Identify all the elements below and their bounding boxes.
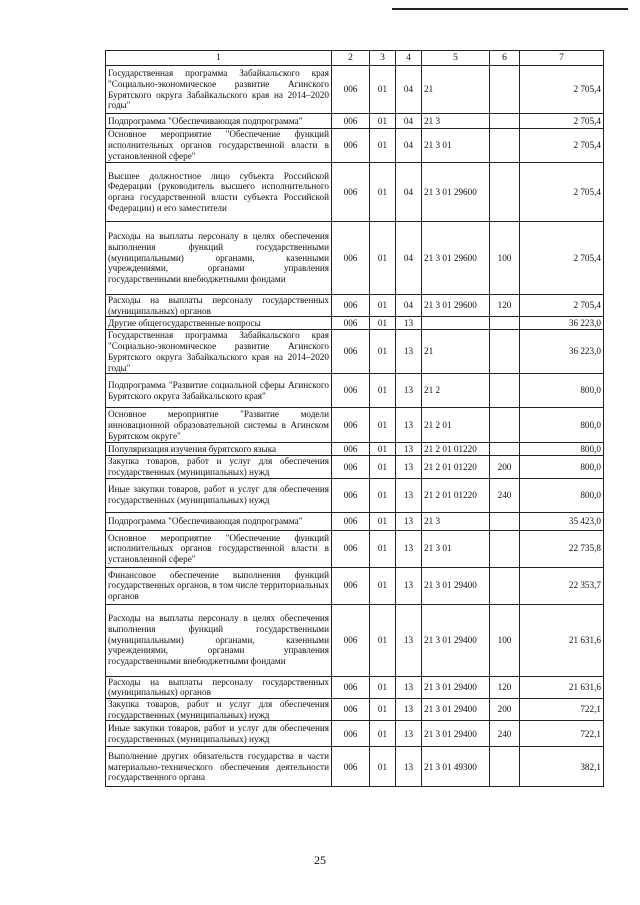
row-name: Основное мероприятие "Обеспечение функций исполнительных органов государственной власти в установленной сфере" (106, 530, 332, 567)
row-target-code: 21 3 01 (422, 129, 490, 163)
row-target-code: 21 2 01 01220 (422, 478, 490, 512)
row-admin-code: 006 (332, 604, 370, 676)
row-subsection: 04 (396, 222, 422, 295)
row-name: Подпрограмма "Развитие социальной сферы Агинского Бурятского округа Забайкальского края" (106, 374, 332, 408)
row-name: Закупка товаров, работ и услуг для обеспечения государственных (муниципальных) нужд (106, 699, 332, 721)
row-section: 01 (370, 114, 396, 129)
table-header-row (106, 51, 604, 66)
row-admin-code: 006 (332, 129, 370, 163)
table-row (106, 747, 604, 787)
row-target-code (422, 317, 490, 330)
row-expense-type (490, 530, 520, 567)
row-expense-type: 200 (490, 456, 520, 478)
column-header: 1 (106, 51, 332, 66)
row-subsection: 13 (396, 512, 422, 530)
row-target-code: 21 (422, 330, 490, 374)
row-admin-code: 006 (332, 66, 370, 114)
row-amount: 722,1 (520, 699, 604, 721)
table-row (106, 408, 604, 443)
row-expense-type (490, 129, 520, 163)
row-target-code: 21 3 (422, 114, 490, 129)
row-target-code: 21 3 01 29400 (422, 604, 490, 676)
column-header: 5 (422, 51, 490, 66)
row-expense-type: 120 (490, 676, 520, 698)
row-target-code: 21 (422, 66, 490, 114)
row-subsection: 13 (396, 699, 422, 721)
row-name: Государственная программа Забайкальского края "Социально-экономическое развитие Агинского Бурятского округа Забайкальского края на 2014–2020 годы" (106, 66, 332, 114)
top-rule (392, 8, 628, 10)
table-row (106, 456, 604, 478)
row-target-code: 21 3 01 29600 (422, 295, 490, 317)
table-row (106, 129, 604, 163)
row-section: 01 (370, 222, 396, 295)
row-expense-type: 100 (490, 222, 520, 295)
table-row (106, 163, 604, 222)
row-name: Иные закупки товаров, работ и услуг для обеспечения государственных (муниципальных) нужд (106, 721, 332, 747)
table-row (106, 443, 604, 456)
row-expense-type (490, 408, 520, 443)
row-subsection: 04 (396, 114, 422, 129)
row-expense-type (490, 747, 520, 787)
table-row (106, 721, 604, 747)
row-amount: 722,1 (520, 721, 604, 747)
row-subsection: 13 (396, 374, 422, 408)
table-row (106, 222, 604, 295)
row-name: Основное мероприятие "Развитие модели инновационной образовательной системы в Агинском Бурятском округе" (106, 408, 332, 443)
row-expense-type: 240 (490, 478, 520, 512)
row-section: 01 (370, 66, 396, 114)
row-name: Высшее должностное лицо субъекта Российской Федерации (руководитель высшего исполнительного органа государственной власти субъекта Российской Федерации) и его заместители (106, 163, 332, 222)
row-name: Закупка товаров, работ и услуг для обеспечения государственных (муниципальных) нужд (106, 456, 332, 478)
row-target-code: 21 2 01 01220 (422, 456, 490, 478)
row-amount: 2 705,4 (520, 129, 604, 163)
row-amount: 22 353,7 (520, 567, 604, 604)
row-amount: 22 735,8 (520, 530, 604, 567)
row-expense-type (490, 374, 520, 408)
column-header: 2 (332, 51, 370, 66)
row-name: Основное мероприятие "Обеспечение функций исполнительных органов государственной власти в установленной сфере" (106, 129, 332, 163)
budget-table (105, 50, 604, 787)
row-admin-code: 006 (332, 317, 370, 330)
row-subsection: 04 (396, 163, 422, 222)
row-subsection: 13 (396, 317, 422, 330)
row-name: Финансовое обеспечение выполнения функций государственных органов, в том числе территориальных органов (106, 567, 332, 604)
row-subsection: 04 (396, 295, 422, 317)
row-name: Подпрограмма "Обеспечивающая подпрограмма" (106, 114, 332, 129)
row-section: 01 (370, 721, 396, 747)
row-admin-code: 006 (332, 374, 370, 408)
row-expense-type (490, 114, 520, 129)
column-header: 4 (396, 51, 422, 66)
row-amount: 800,0 (520, 478, 604, 512)
table-row (106, 478, 604, 512)
row-expense-type (490, 567, 520, 604)
row-subsection: 13 (396, 567, 422, 604)
row-name: Выполнение других обязательств государства в части материально-технического обеспечения деятельности государственного органа (106, 747, 332, 787)
row-section: 01 (370, 443, 396, 456)
column-header: 6 (490, 51, 520, 66)
row-section: 01 (370, 567, 396, 604)
row-name: Государственная программа Забайкальского края "Социально-экономическое развитие Агинского Бурятского округа Забайкальского края на 2014–2020 годы" (106, 330, 332, 374)
row-target-code: 21 3 01 49300 (422, 747, 490, 787)
row-target-code: 21 2 01 01220 (422, 443, 490, 456)
row-amount: 35 423,0 (520, 512, 604, 530)
table-row (106, 530, 604, 567)
row-section: 01 (370, 676, 396, 698)
table-row (106, 699, 604, 721)
column-header: 7 (520, 51, 604, 66)
row-section: 01 (370, 129, 396, 163)
row-section: 01 (370, 374, 396, 408)
row-subsection: 04 (396, 129, 422, 163)
row-amount: 2 705,4 (520, 163, 604, 222)
row-expense-type (490, 330, 520, 374)
row-name: Популяризация изучения бурятского языка (106, 443, 332, 456)
row-admin-code: 006 (332, 478, 370, 512)
table-row (106, 512, 604, 530)
row-section: 01 (370, 747, 396, 787)
row-section: 01 (370, 408, 396, 443)
row-target-code: 21 2 (422, 374, 490, 408)
row-amount: 36 223,0 (520, 330, 604, 374)
row-target-code: 21 3 01 29400 (422, 567, 490, 604)
row-section: 01 (370, 478, 396, 512)
row-subsection: 13 (396, 478, 422, 512)
page-number: 25 (314, 853, 326, 867)
row-admin-code: 006 (332, 456, 370, 478)
row-target-code: 21 3 01 29600 (422, 222, 490, 295)
row-amount: 21 631,6 (520, 676, 604, 698)
row-subsection: 13 (396, 456, 422, 478)
row-expense-type (490, 443, 520, 456)
row-subsection: 13 (396, 443, 422, 456)
row-target-code: 21 3 01 29400 (422, 676, 490, 698)
column-header: 3 (370, 51, 396, 66)
row-admin-code: 006 (332, 721, 370, 747)
table-row (106, 295, 604, 317)
row-expense-type (490, 163, 520, 222)
table-row (106, 66, 604, 114)
row-target-code: 21 3 01 29400 (422, 721, 490, 747)
row-subsection: 13 (396, 330, 422, 374)
row-expense-type: 240 (490, 721, 520, 747)
row-section: 01 (370, 456, 396, 478)
row-admin-code: 006 (332, 163, 370, 222)
row-subsection: 13 (396, 604, 422, 676)
row-amount: 382,1 (520, 747, 604, 787)
row-admin-code: 006 (332, 512, 370, 530)
table-row (106, 567, 604, 604)
row-target-code: 21 3 (422, 512, 490, 530)
row-admin-code: 006 (332, 699, 370, 721)
row-section: 01 (370, 295, 396, 317)
row-amount: 800,0 (520, 374, 604, 408)
row-name: Другие общегосударственные вопросы (106, 317, 332, 330)
table-row (106, 374, 604, 408)
table-row (106, 330, 604, 374)
row-name: Расходы на выплаты персоналу государственных (муниципальных) органов (106, 676, 332, 698)
row-amount: 800,0 (520, 456, 604, 478)
row-target-code: 21 2 01 (422, 408, 490, 443)
row-amount: 21 631,6 (520, 604, 604, 676)
row-subsection: 13 (396, 676, 422, 698)
row-name: Расходы на выплаты персоналу государственных (муниципальных) органов (106, 295, 332, 317)
row-admin-code: 006 (332, 295, 370, 317)
row-subsection: 13 (396, 408, 422, 443)
row-admin-code: 006 (332, 676, 370, 698)
row-section: 01 (370, 163, 396, 222)
row-amount: 2 705,4 (520, 66, 604, 114)
row-admin-code: 006 (332, 330, 370, 374)
table-row (106, 604, 604, 676)
row-section: 01 (370, 330, 396, 374)
row-expense-type (490, 66, 520, 114)
row-target-code: 21 3 01 29400 (422, 699, 490, 721)
row-amount: 800,0 (520, 408, 604, 443)
row-amount: 2 705,4 (520, 114, 604, 129)
row-section: 01 (370, 699, 396, 721)
row-expense-type: 120 (490, 295, 520, 317)
row-amount: 800,0 (520, 443, 604, 456)
row-admin-code: 006 (332, 114, 370, 129)
row-amount: 2 705,4 (520, 295, 604, 317)
row-section: 01 (370, 512, 396, 530)
row-name: Иные закупки товаров, работ и услуг для обеспечения государственных (муниципальных) нужд (106, 478, 332, 512)
row-admin-code: 006 (332, 567, 370, 604)
row-expense-type: 200 (490, 699, 520, 721)
table-row (106, 317, 604, 330)
row-expense-type (490, 512, 520, 530)
row-admin-code: 006 (332, 443, 370, 456)
row-expense-type: 100 (490, 604, 520, 676)
row-subsection: 04 (396, 66, 422, 114)
row-subsection: 13 (396, 747, 422, 787)
row-subsection: 13 (396, 721, 422, 747)
row-amount: 2 705,4 (520, 222, 604, 295)
row-target-code: 21 3 01 29600 (422, 163, 490, 222)
row-section: 01 (370, 530, 396, 567)
row-amount: 36 223,0 (520, 317, 604, 330)
row-admin-code: 006 (332, 408, 370, 443)
row-admin-code: 006 (332, 747, 370, 787)
row-expense-type (490, 317, 520, 330)
row-name: Расходы на выплаты персоналу в целях обеспечения выполнения функций государственными (муниципальными) органами, казенными учреждениями, органами управления государственными внебюджетными фондами (106, 604, 332, 676)
row-name: Расходы на выплаты персоналу в целях обеспечения выполнения функций государственными (муниципальными) органами, казенными учреждениями, органами управления государственными внебюджетными фондами (106, 222, 332, 295)
row-name: Подпрограмма "Обеспечивающая подпрограмма" (106, 512, 332, 530)
row-subsection: 13 (396, 530, 422, 567)
table-row (106, 676, 604, 698)
row-admin-code: 006 (332, 222, 370, 295)
row-target-code: 21 3 01 (422, 530, 490, 567)
table-row (106, 114, 604, 129)
row-admin-code: 006 (332, 530, 370, 567)
row-section: 01 (370, 317, 396, 330)
row-section: 01 (370, 604, 396, 676)
